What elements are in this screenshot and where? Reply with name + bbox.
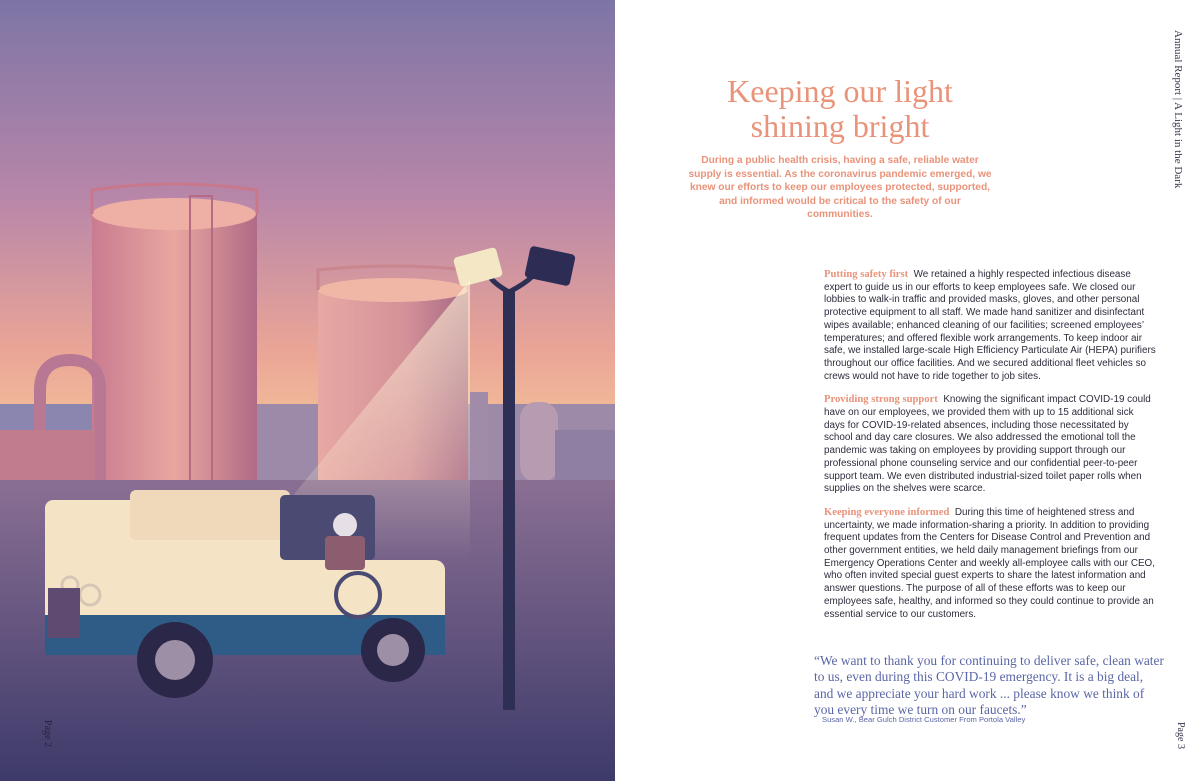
page-number-left: Page 2	[41, 720, 53, 747]
quote-attribution: Susan W., Bear Gulch District Customer From Portola Valley	[822, 715, 1026, 724]
customer-quote: “We want to thank you for continuing to deliver safe, clean water to us, even during this COVID-19 emergency. It is a big deal, and we appreciate your hard work ... please know we think of you every time we turn on our faucets.”	[814, 653, 1164, 717]
page-title-line-2: shining bright	[750, 108, 930, 144]
section-safety	[824, 269, 1157, 383]
intro-paragraph: During a public health crisis, having a safe, reliable water supply is essential. As the coronavirus pandemic emerged, we knew our efforts to keep our employees protected, supported, and informed would be critical to the safety of our communities.	[688, 155, 992, 220]
section-safety-lead: Putting safety first	[824, 269, 909, 280]
section-informed-lead: Keeping everyone informed	[824, 506, 950, 518]
right-page	[615, 0, 1200, 781]
page-title	[675, 74, 1005, 144]
section-safety-text: We retained a highly respected infectious disease expert to guide us in our efforts to keep employees safe. We closed our lobbies to walk-in traffic and provided masks, gloves, and other personal protective equipment to all staff. We made hand sanitizer and disinfectant wipes available; enhanced cleaning of our facilities; screened employees’ temperatures; and offered flexible work arrangements. To keep indoor air safe, we installed large-scale High Efficiency Particulate Air (HEPA) purifiers throughout our office facilities. And we secured additional fleet vehicles so crews would not have to ride together to job sites.	[824, 269, 1156, 382]
body-text	[824, 269, 1157, 632]
section-informed	[824, 507, 1157, 621]
page-number-right: Page 3	[1175, 722, 1186, 749]
section-support-text: Knowing the significant impact COVID-19 could have on our employees, we provided them with up to 15 additional sick days for COVID-19-related absences, including those necessitated by school and day care closures. We also addressed the emotional toll the pandemic was taking on employees by providing support through our professional phone counseling service and our confidential peer-to-peer support team. We even distributed industrial-sized toilet paper rolls when supplies on the shelves were scarce.	[824, 394, 1151, 495]
page-title-line-1: Keeping our light	[727, 73, 953, 109]
section-informed-text: During this time of heightened stress and uncertainty, we made information-sharing a priority. In addition to providing frequent updates from the Centers for Disease Control and Prevention and other government entities, we held daily management briefings from our Emergency Operations Center and weekly all-employee calls with our CEO, who often invited special guest experts to share the latest information and answer questions. The purpose of all of these efforts was to keep our employees safe, healthy, and informed so they could continue to provide an essential service to our customers.	[824, 506, 1155, 620]
section-support-lead: Providing strong support	[824, 394, 938, 406]
section-support	[824, 394, 1157, 496]
running-head: Annual Report | A Light in the Dark	[1172, 30, 1184, 189]
